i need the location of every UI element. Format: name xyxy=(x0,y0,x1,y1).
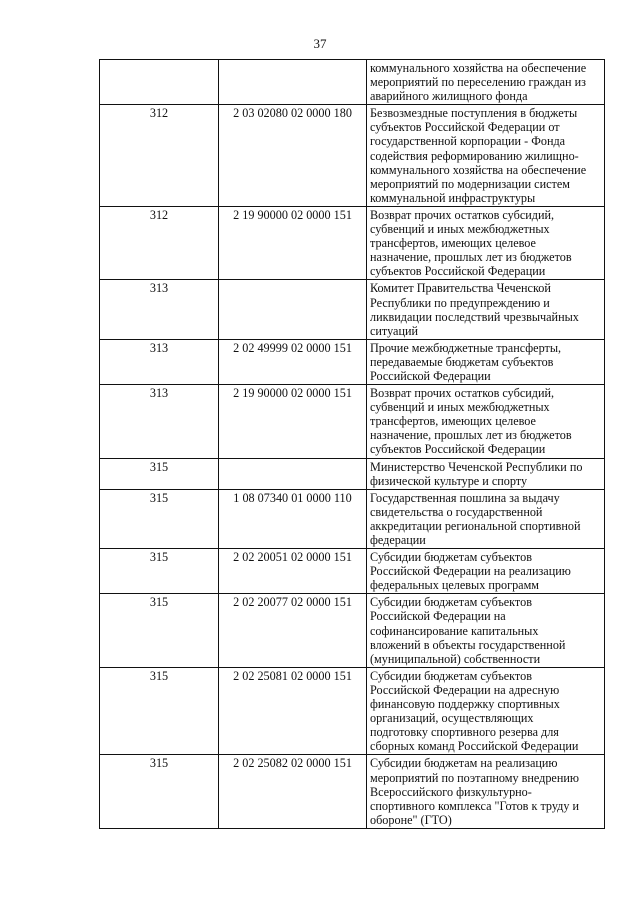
revenue-name-line: Министерство Чеченской Республики по xyxy=(370,459,583,474)
revenue-code-cell: 2 02 25082 02 0000 151 xyxy=(219,755,367,828)
revenue-code-cell: 1 08 07340 01 0000 110 xyxy=(219,489,367,548)
revenue-name-line: вложений в объекты государственной xyxy=(370,637,566,652)
admin-code-cell xyxy=(100,60,219,105)
revenue-name-line: субъектов Российской Федерации xyxy=(370,264,546,279)
table-row xyxy=(100,60,605,105)
table-row xyxy=(100,385,605,458)
revenue-name-line: мероприятий по переселению граждан из xyxy=(370,75,586,90)
revenue-name-cell xyxy=(367,667,605,755)
table-row xyxy=(100,339,605,384)
revenue-code-cell: 2 02 25081 02 0000 151 xyxy=(219,667,367,755)
revenue-code-cell: 2 19 90000 02 0000 151 xyxy=(219,385,367,458)
admin-code-cell: 313 xyxy=(100,385,219,458)
revenue-code-cell: 2 02 20077 02 0000 151 xyxy=(219,594,367,667)
revenue-name-line: Российской Федерации на реализацию xyxy=(370,564,571,579)
revenue-name-line: субъектов Российской Федерации от xyxy=(370,120,560,135)
admin-code-cell: 315 xyxy=(100,667,219,755)
revenue-name-line: передаваемые бюджетам субъектов xyxy=(370,354,554,369)
revenue-code-cell: 2 02 20051 02 0000 151 xyxy=(219,549,367,594)
revenue-name-line: субвенций и иных межбюджетных xyxy=(370,400,550,415)
revenue-name-line: коммунальной инфраструктуры xyxy=(370,190,536,205)
revenue-code-cell: 2 19 90000 02 0000 151 xyxy=(219,206,367,279)
revenue-name-line: Возврат прочих остатков субсидий, xyxy=(370,386,555,401)
admin-code-cell: 315 xyxy=(100,549,219,594)
revenue-name-line: мероприятий по поэтапному внедрению xyxy=(370,770,579,785)
revenue-name-cell xyxy=(367,385,605,458)
revenue-name-cell xyxy=(367,489,605,548)
revenue-code-cell xyxy=(219,60,367,105)
revenue-name-line: обороне" (ГТО) xyxy=(370,812,452,827)
admin-code-cell: 312 xyxy=(100,105,219,207)
page-number: 37 xyxy=(313,36,327,51)
revenue-codes-table xyxy=(99,59,605,829)
revenue-name-cell xyxy=(367,339,605,384)
revenue-name-line: коммунального хозяйства на обеспечение xyxy=(370,162,587,177)
revenue-name-line: Государственная пошлина за выдачу xyxy=(370,490,560,505)
revenue-name-line: субъектов Российской Федерации xyxy=(370,442,546,457)
revenue-name-line: трансфертов, имеющих целевое xyxy=(370,414,536,429)
revenue-name-cell xyxy=(367,105,605,207)
revenue-code-cell: 2 03 02080 02 0000 180 xyxy=(219,105,367,207)
revenue-name-line: субвенций и иных межбюджетных xyxy=(370,222,550,237)
revenue-name-line: коммунального хозяйства на обеспечение xyxy=(370,61,587,75)
revenue-name-line: трансфертов, имеющих целевое xyxy=(370,236,536,251)
admin-code-cell: 313 xyxy=(100,339,219,384)
revenue-name-line: Субсидии бюджетам субъектов xyxy=(370,668,532,683)
revenue-name-line: финансовую поддержку спортивных xyxy=(370,697,560,712)
revenue-name-cell xyxy=(367,755,605,828)
table-row xyxy=(100,594,605,667)
revenue-name-cell xyxy=(367,549,605,594)
revenue-name-line: (муниципальной) собственности xyxy=(370,651,541,666)
revenue-name-line: спортивного комплекса "Готов к труду и xyxy=(370,798,580,813)
admin-code-cell: 312 xyxy=(100,206,219,279)
revenue-name-line: государственной корпорации - Фонда xyxy=(370,134,566,149)
revenue-name-line: назначение, прошлых лет из бюджетов xyxy=(370,428,572,443)
table-row xyxy=(100,489,605,548)
revenue-name-cell xyxy=(367,206,605,279)
revenue-code-cell xyxy=(219,458,367,489)
revenue-name-line: ликвидации последствий чрезвычайных xyxy=(370,309,579,324)
revenue-code-cell: 2 02 49999 02 0000 151 xyxy=(219,339,367,384)
admin-code-cell: 315 xyxy=(100,594,219,667)
revenue-name-line: назначение, прошлых лет из бюджетов xyxy=(370,250,572,265)
revenue-name-line: мероприятий по модернизации систем xyxy=(370,176,570,191)
revenue-name-line: физической культуре и спорту xyxy=(370,473,528,488)
revenue-name-cell xyxy=(367,280,605,339)
revenue-name-line: Возврат прочих остатков субсидий, xyxy=(370,207,555,222)
table-row xyxy=(100,458,605,489)
admin-code-cell: 315 xyxy=(100,489,219,548)
revenue-name-line: Субсидии бюджетам субъектов xyxy=(370,550,532,565)
revenue-name-line: организаций, осуществляющих xyxy=(370,711,534,726)
revenue-name-line: ситуаций xyxy=(370,323,419,338)
revenue-name-cell xyxy=(367,458,605,489)
revenue-code-cell xyxy=(219,280,367,339)
revenue-name-line: аккредитации региональной спортивной xyxy=(370,518,581,533)
revenue-name-line: подготовку спортивного резерва для xyxy=(370,725,559,740)
revenue-name-line: Безвозмездные поступления в бюджеты xyxy=(370,106,578,121)
revenue-name-line: аварийного жилищного фонда xyxy=(370,89,528,104)
revenue-name-cell xyxy=(367,594,605,667)
revenue-name-line: Российской Федерации на xyxy=(370,609,506,624)
revenue-name-line: содействия реформированию жилищно- xyxy=(370,148,579,163)
table-row xyxy=(100,280,605,339)
table-row xyxy=(100,755,605,828)
revenue-name-line: федеральных целевых программ xyxy=(370,578,540,593)
table-row xyxy=(100,206,605,279)
table-row xyxy=(100,105,605,207)
revenue-name-line: Российской Федерации xyxy=(370,368,491,383)
revenue-name-line: Республики по предупреждению и xyxy=(370,295,550,310)
table-row xyxy=(100,549,605,594)
admin-code-cell: 313 xyxy=(100,280,219,339)
revenue-name-line: свидетельства о государственной xyxy=(370,504,543,519)
revenue-name-line: Комитет Правительства Чеченской xyxy=(370,281,551,296)
revenue-name-line: Субсидии бюджетам субъектов xyxy=(370,595,532,610)
revenue-name-line: софинансирование капитальных xyxy=(370,623,539,638)
revenue-name-line: Всероссийского физкультурно- xyxy=(370,784,532,799)
revenue-name-line: федерации xyxy=(370,533,426,547)
revenue-name-line: Российской Федерации на адресную xyxy=(370,682,560,697)
admin-code-cell: 315 xyxy=(100,458,219,489)
revenue-name-line: Прочие межбюджетные трансферты, xyxy=(370,340,562,355)
revenue-name-line: сборных команд Российской Федерации xyxy=(370,739,579,754)
admin-code-cell: 315 xyxy=(100,755,219,828)
table-row xyxy=(100,667,605,755)
revenue-name-cell xyxy=(367,60,605,105)
revenue-name-line: Субсидии бюджетам на реализацию xyxy=(370,756,558,771)
table-body xyxy=(100,60,605,829)
